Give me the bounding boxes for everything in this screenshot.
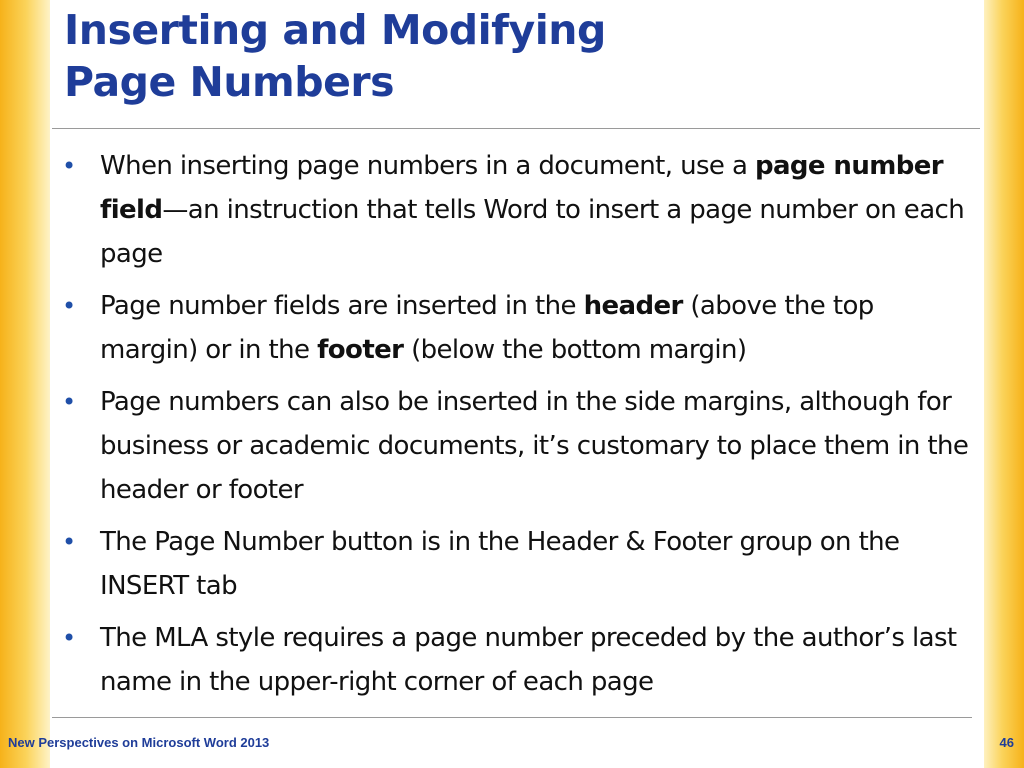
- bullet-list: [62, 144, 970, 712]
- bullet-item: [62, 284, 970, 372]
- bullet-bold-term: footer: [317, 335, 404, 365]
- bullet-text: Page numbers can also be inserted in the side margins, although for business or academic documents, it’s customary to place them in the header or footer: [100, 387, 969, 505]
- bullet-text: —an instruction that tells Word to insert a page number on each page: [100, 195, 965, 269]
- bullet-bold-term: page number field: [100, 151, 944, 225]
- bullet-text: The MLA style requires a page number preceded by the author’s last name in the upper-right corner of each page: [100, 623, 957, 697]
- footer-divider: [52, 717, 972, 718]
- bullet-marker-icon: •: [62, 152, 76, 180]
- bullet-bold-term: header: [583, 291, 683, 321]
- bullet-text: Page number fields are inserted in the: [100, 291, 584, 321]
- bullet-marker-icon: •: [62, 624, 76, 652]
- bullet-item: [62, 144, 970, 276]
- bullet-marker-icon: •: [62, 528, 76, 556]
- bullet-marker-icon: •: [62, 292, 76, 320]
- bullet-item: [62, 380, 970, 512]
- bullet-text: When inserting page numbers in a document, use a: [100, 151, 755, 181]
- bullet-text: (below the bottom margin): [403, 335, 747, 365]
- slide-title-line-1: Inserting and Modifying: [64, 6, 606, 54]
- bullet-text: The Page Number button is in the Header & Footer group on the INSERT tab: [100, 527, 900, 601]
- slide-page-number: 46: [999, 735, 1014, 750]
- slide-title: [64, 4, 606, 108]
- title-divider: [52, 128, 980, 129]
- bullet-item: [62, 616, 970, 704]
- bullet-marker-icon: •: [62, 388, 76, 416]
- bullet-text: (above the top margin) or in the: [100, 291, 874, 365]
- footer-book-title: New Perspectives on Microsoft Word 2013: [8, 735, 270, 750]
- slide-title-line-2: Page Numbers: [64, 58, 395, 106]
- bullet-item: [62, 520, 970, 608]
